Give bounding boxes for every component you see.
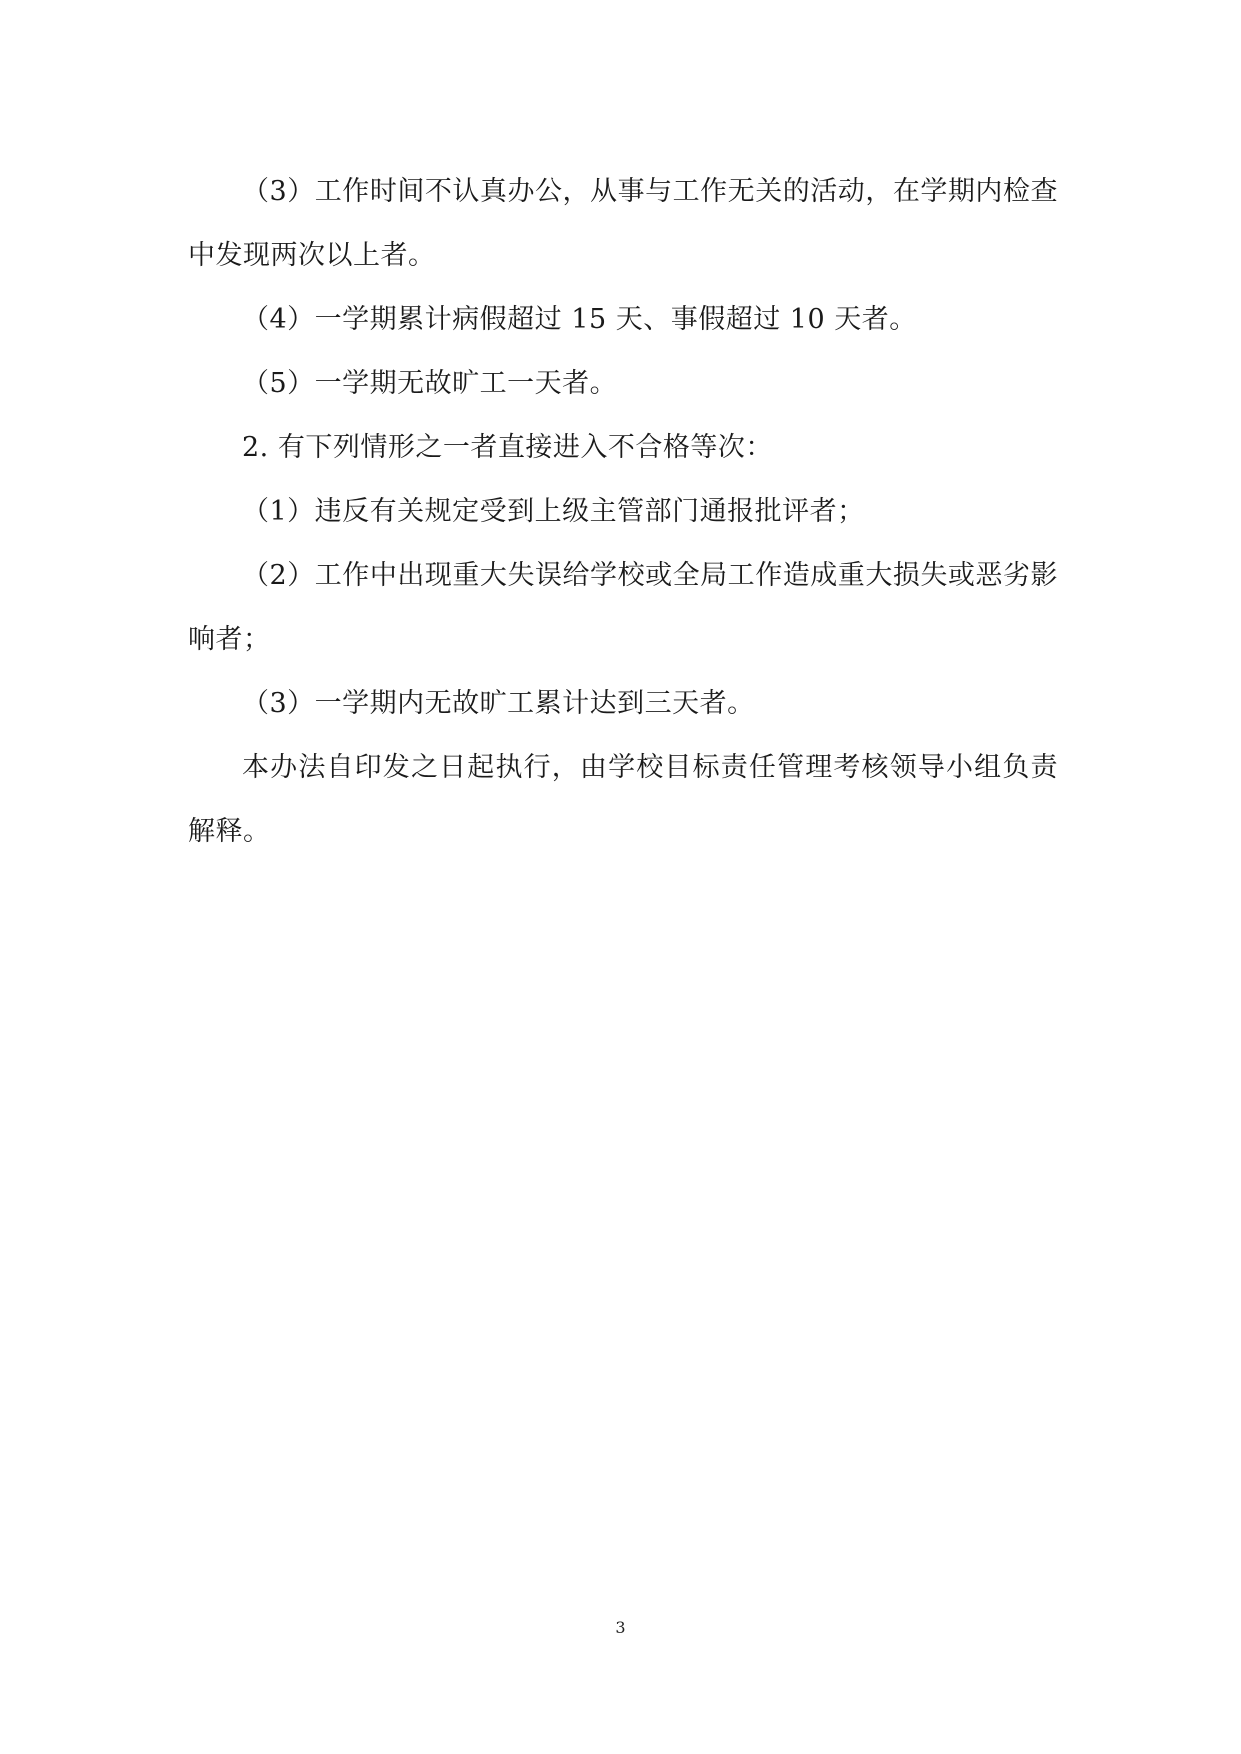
paragraph-item-3-absence-three-days: （3）一学期内无故旷工累计达到三天者。 (242, 688, 755, 719)
paragraph-item-1-violation: （1）违反有关规定受到上级主管部门通报批评者； (242, 496, 865, 527)
paragraph-effective-date: 本办法自印发之日起执行，由学校目标责任管理考核领导小组负责解释。 (188, 752, 1058, 847)
document-body (188, 160, 1058, 864)
page-number: 3 (615, 1618, 626, 1637)
paragraph-section-2-heading: 2. 有下列情形之一者直接进入不合格等次： (242, 432, 773, 463)
paragraph-item-5-absence-one-day: （5）一学期无故旷工一天者。 (242, 368, 618, 399)
paragraph-item-2-major-error: （2）工作中出现重大失误给学校或全局工作造成重大损失或恶劣影响者； (188, 560, 1058, 655)
paragraph-item-4-leave-limit: （4）一学期累计病假超过 15 天、事假超过 10 天者。 (242, 304, 917, 335)
paragraph-item-3-work-attitude: （3）工作时间不认真办公，从事与工作无关的活动，在学期内检查中发现两次以上者。 (188, 176, 1058, 271)
